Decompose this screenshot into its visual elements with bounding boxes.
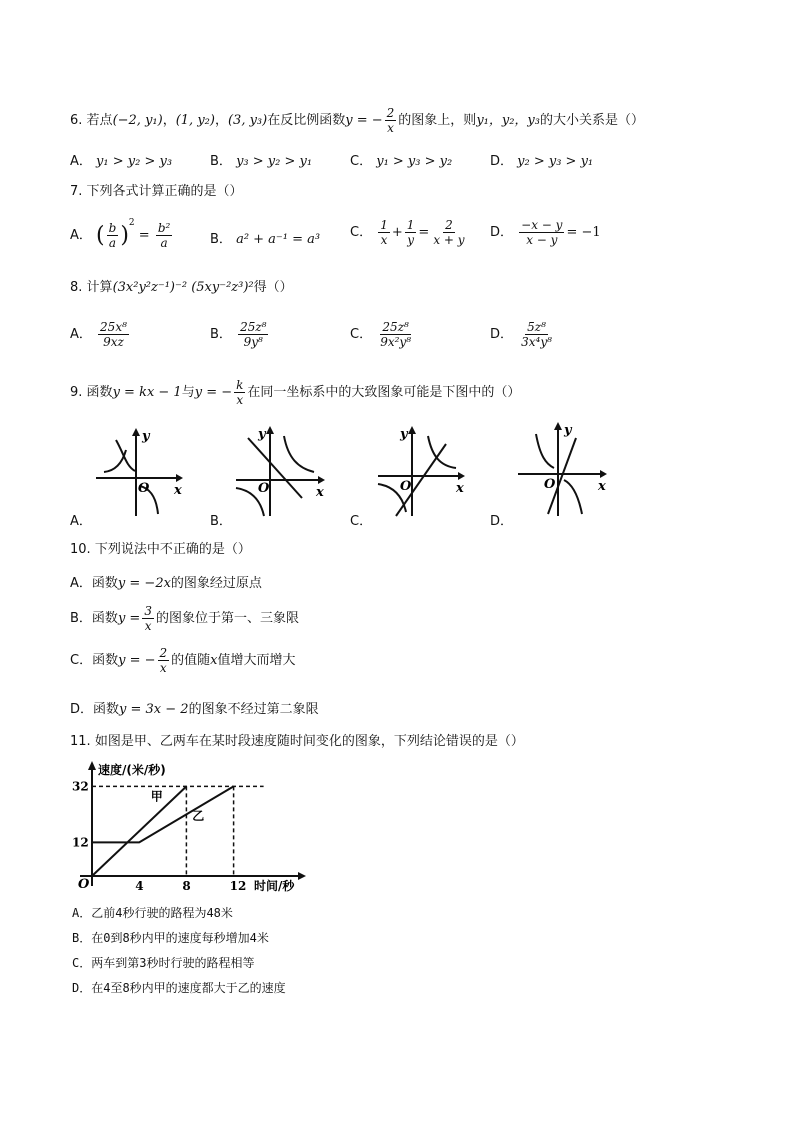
q6-option-b[interactable]: B． y₃ > y₂ > y₁ xyxy=(210,154,313,169)
q8-option-b[interactable]: B． $\frac{\text{25z⁸}}{\text{9y⁸}}$ xyxy=(210,320,267,349)
hyperbola-branch-2 xyxy=(116,440,135,471)
series-line-0 xyxy=(92,786,186,876)
q6-point-3: (3, y₃) xyxy=(227,113,268,128)
q7-option-c[interactable]: C． $\frac{1}{x}$ + $\frac{1}{y}$ = $\frac{2}{x + y}$ xyxy=(350,218,465,247)
q11-option-a[interactable]: A．乙前4秒行驶的路程为48米 xyxy=(72,906,233,920)
y-tick-12: 12 xyxy=(72,835,89,850)
chart-y-label: 速度/(米/秒) xyxy=(98,763,166,777)
y-arrow xyxy=(132,428,140,436)
axis-label-y: y xyxy=(142,429,150,444)
q10-option-d[interactable]: D．函数y = 3x − 2的图象不经过第二象限 xyxy=(70,702,319,717)
axis-label-y: y xyxy=(258,427,266,442)
q9-graph-c xyxy=(370,422,470,520)
chart-x-arrow xyxy=(298,872,306,880)
y-tick-32: 32 xyxy=(72,779,89,794)
hyperbola-branch-4 xyxy=(564,480,582,514)
q9-option-c[interactable]: C． xyxy=(350,514,373,529)
x-arrow xyxy=(176,474,183,482)
q6-option-c[interactable]: C． y₁ > y₃ > y₂ xyxy=(350,154,453,169)
series-label-1: 乙 xyxy=(192,809,205,823)
axis-label-x: x xyxy=(174,483,182,498)
q9-option-a[interactable]: A． xyxy=(70,514,92,529)
q6-option-a[interactable]: A． y₁ > y₂ > y₃ xyxy=(70,154,173,169)
x-arrow xyxy=(318,476,325,484)
q7-option-d[interactable]: D． $\frac{-x - y}{x - y}$ = −1 xyxy=(490,218,601,247)
x-tick-12: 12 xyxy=(229,879,247,892)
q8-option-c[interactable]: C． $\frac{\text{25z⁸}}{\text{9x²y⁸}}$ xyxy=(350,320,412,349)
q7-stem: 7. 下列各式计算正确的是（） xyxy=(70,184,243,199)
axis-label-y: y xyxy=(400,427,408,442)
q9-stem: 9. 函数y = kx − 1与y = − $\frac{k}{x}$ 在同一坐标系中的大致图象可能是下图中的（） xyxy=(70,378,521,407)
q10-option-a[interactable]: A．函数y = −2x的图象经过原点 xyxy=(70,576,262,591)
speed-time-chart xyxy=(72,758,312,892)
series-label-0: 甲 xyxy=(150,789,163,804)
linear-graph xyxy=(248,438,302,498)
q11-option-b[interactable]: B．在0到8秒内甲的速度每秒增加4米 xyxy=(72,931,269,945)
q10-option-b[interactable]: B．函数y = $\frac{3}{x}$ 的图象位于第一、三象限 xyxy=(70,604,299,633)
q7-option-a[interactable]: A． ( $\frac{b}{a}$ )$^2$ = $\frac{\text{b²}}{a}$ xyxy=(70,218,171,250)
q6-point-1: (−2, y₁) xyxy=(112,113,163,128)
q11-option-d[interactable]: D．在4至8秒内甲的速度都大于乙的速度 xyxy=(72,981,286,995)
hyperbola-branch-1 xyxy=(284,436,314,472)
q9-graph-d xyxy=(510,418,610,520)
x-arrow xyxy=(458,472,465,480)
q9-option-d[interactable]: D． xyxy=(490,514,514,529)
axis-label-x: x xyxy=(316,485,324,500)
origin-label: O xyxy=(400,479,412,494)
q10-option-c[interactable]: C．函数y = − $\frac{2}{x}$ 的值随x值增大而增大 xyxy=(70,646,296,675)
origin-label: O xyxy=(544,477,556,492)
q9-option-b[interactable]: B． xyxy=(210,514,232,529)
chart-y-arrow xyxy=(88,761,96,770)
chart-origin-label: O xyxy=(78,877,90,892)
hyperbola-branch-2 xyxy=(536,434,554,468)
q6-point-2: (1, y₂) xyxy=(175,113,215,128)
q9-graph-a xyxy=(86,424,186,520)
q9-graph-b xyxy=(228,422,328,520)
q8-option-a[interactable]: A． $\frac{\text{25x⁸}}{9xz}$ xyxy=(70,320,127,349)
y-arrow xyxy=(408,426,416,434)
chart-x-label: 时间/秒 xyxy=(254,879,295,892)
q11-stem: 11. 如图是甲、乙两车在某时段速度随时间变化的图象，下列结论错误的是（） xyxy=(70,734,524,749)
y-arrow xyxy=(554,422,562,430)
origin-label: O xyxy=(138,481,150,496)
x-arrow xyxy=(600,470,607,478)
linear-graph xyxy=(548,438,576,514)
q7-option-b[interactable]: B． a² + a⁻¹ = a³ xyxy=(210,232,321,247)
q6-fraction: $\frac{2}{x}$ xyxy=(386,106,395,135)
axis-label-x: x xyxy=(456,481,464,496)
y-arrow xyxy=(266,426,274,434)
q11-option-c[interactable]: C．两车到第3秒时行驶的路程相等 xyxy=(72,956,255,970)
origin-label: O xyxy=(258,481,270,496)
axis-label-x: x xyxy=(598,479,606,494)
q10-stem: 10. 下列说法中不正确的是（） xyxy=(70,542,251,557)
x-tick-8: 8 xyxy=(182,879,191,892)
q6-option-d[interactable]: D． y₂ > y₃ > y₁ xyxy=(490,154,594,169)
q6-stem: 6. 若点(−2, y₁)，(1, y₂)，(3, y₃)在反比例函数y = − $\frac{2}{x}$ 的图象上，则y₁，y₂，y₃的大小关系是（） xyxy=(70,106,644,135)
axis-label-y: y xyxy=(564,423,572,438)
q8-stem: 8. 计算(3x²y²z⁻¹)⁻² (5xy⁻²z³)²得（） xyxy=(70,280,293,295)
x-tick-4: 4 xyxy=(135,879,144,892)
q8-option-d[interactable]: D． $\frac{\text{5z⁸}}{\text{3x⁴y⁸}}$ xyxy=(490,320,552,349)
